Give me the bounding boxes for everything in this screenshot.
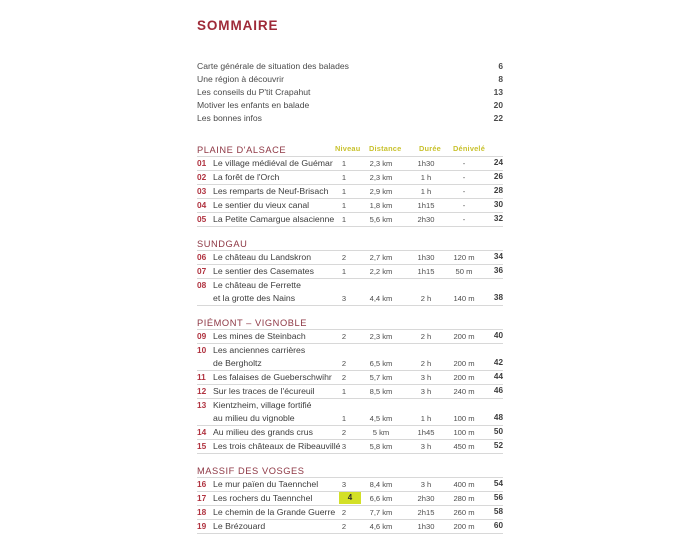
walk-row-line: [197, 199, 503, 212]
column-header-duree: Durée: [419, 143, 441, 153]
section-rows: [197, 477, 503, 534]
walk-row-duree: 3 h: [420, 386, 432, 396]
walk-row-niveau: 1: [341, 200, 347, 210]
walk-row-page: 32: [493, 214, 503, 224]
walk-row-line: [197, 506, 503, 519]
walk-row-number: 02: [197, 172, 207, 183]
walk-row-denivele: -: [462, 158, 466, 168]
walk-row-page: 30: [493, 200, 503, 210]
walk-row-number: 10: [197, 345, 207, 356]
walk-row-name: Au milieu des grands crus: [213, 427, 313, 438]
walk-row-page: 58: [493, 507, 503, 517]
walk-row-name: Les anciennes carrières: [213, 345, 306, 356]
walk-row-line: [197, 292, 503, 305]
walk-row-page: 36: [493, 266, 503, 276]
column-headers: [197, 144, 503, 155]
walk-row-niveau: 2: [341, 521, 347, 531]
walk-row-line: [197, 385, 503, 398]
walk-row-distance: 7,7 km: [369, 507, 393, 517]
toc-entry-label: Motiver les enfants en balade: [197, 99, 310, 110]
walk-row-niveau: 2: [341, 331, 347, 341]
walk-row-name: Les trois châteaux de Ribeauvillé: [213, 441, 341, 452]
walk-row-distance: 2,3 km: [369, 331, 393, 341]
toc-entry[interactable]: [197, 112, 503, 125]
walk-row-distance: 8,5 km: [369, 386, 393, 396]
walk-row-distance: 5,8 km: [369, 441, 393, 451]
walk-row-number: 16: [197, 479, 207, 490]
section-rows: [197, 329, 503, 454]
walk-row[interactable]: [197, 213, 503, 227]
walk-row-denivele: -: [462, 172, 466, 182]
walk-row-page: 56: [493, 493, 503, 503]
walk-row-line: [197, 478, 503, 491]
walk-row-distance: 5 km: [372, 427, 390, 437]
walk-row-denivele: -: [462, 200, 466, 210]
walk-row-duree: 1h15: [417, 200, 435, 210]
page-number-label: 4: [347, 493, 353, 502]
walk-row-niveau: 1: [341, 386, 347, 396]
walk-row-line: [197, 185, 503, 198]
walk-row[interactable]: [197, 157, 503, 171]
walk-row-name: Sur les traces de l'écureuil: [213, 386, 315, 397]
walk-row-duree: 3 h: [420, 441, 432, 451]
toc-entry-page: 6: [498, 61, 503, 71]
toc-entry[interactable]: [197, 99, 503, 112]
walk-row-duree: 2h30: [417, 493, 435, 503]
walk-row-denivele: 400 m: [453, 479, 475, 489]
page-content: [197, 18, 503, 534]
walk-row[interactable]: [197, 440, 503, 454]
walk-row-denivele: 140 m: [453, 293, 475, 303]
walk-row-denivele: 200 m: [453, 372, 475, 382]
walk-row-number: 15: [197, 441, 207, 452]
walk-row-duree: 2 h: [420, 358, 432, 368]
walk-row-name: Les falaises de Gueberschwihr: [213, 372, 332, 383]
walk-row-number: 06: [197, 252, 207, 263]
toc-entry-label: Les conseils du P'tit Crapahut: [197, 86, 311, 97]
walk-row-line: [197, 330, 503, 343]
walk-row-niveau: 2: [341, 427, 347, 437]
toc-entry[interactable]: [197, 73, 503, 86]
walk-row[interactable]: [197, 171, 503, 185]
walk-row-number: 14: [197, 427, 207, 438]
walk-row-distance: 4,5 km: [369, 413, 393, 423]
walk-row-denivele: -: [462, 214, 466, 224]
walk-row-line: [197, 157, 503, 170]
walk-row-page: 34: [493, 252, 503, 262]
walk-row-page: 46: [493, 386, 503, 396]
walk-row-line: [197, 251, 503, 264]
section-head: [197, 141, 503, 156]
walk-row-page: 40: [493, 331, 503, 341]
walk-row-denivele: 200 m: [453, 358, 475, 368]
walk-row-page: 42: [493, 358, 503, 368]
walk-row-line: [197, 213, 503, 226]
walk-row-duree: 1h30: [417, 252, 435, 262]
column-header-denivele: Dénivelé: [453, 143, 485, 153]
walk-row-name: Kientzheim, village fortifié: [213, 400, 312, 411]
walk-row-distance: 8,4 km: [369, 479, 393, 489]
walk-row-page: 60: [493, 521, 503, 531]
walk-row[interactable]: [197, 251, 503, 265]
walk-row-line: [197, 426, 503, 439]
walk-row-page: 28: [493, 186, 503, 196]
walk-row-name: Le château de Ferrette: [213, 280, 301, 291]
section-title: MASSIF DES VOSGES: [197, 465, 305, 476]
walk-row-number: 07: [197, 266, 207, 277]
walk-row-distance: 5,7 km: [369, 372, 393, 382]
walk-row-distance: 6,6 km: [369, 493, 393, 503]
walk-row-niveau: 3: [341, 293, 347, 303]
walk-row-denivele: 100 m: [453, 427, 475, 437]
walk-row-denivele: 120 m: [453, 252, 475, 262]
walk-row-duree: 2h30: [417, 214, 435, 224]
toc-entry[interactable]: [197, 86, 503, 99]
walk-row-niveau: 1: [341, 186, 347, 196]
walk-row-distance: 2,9 km: [369, 186, 393, 196]
walk-row-line: [197, 399, 503, 412]
walk-row-distance: 4,4 km: [369, 293, 393, 303]
walk-row-distance: 2,7 km: [369, 252, 393, 262]
walk-row-name: Le chemin de la Grande Guerre: [213, 507, 336, 518]
toc-entry-label: Les bonnes infos: [197, 112, 262, 123]
walk-row-name: Les rochers du Taennchel: [213, 493, 313, 504]
walk-row-name: Les mines de Steinbach: [213, 331, 306, 342]
walk-row-duree: 1h45: [417, 427, 435, 437]
walk-row-niveau: 2: [341, 358, 347, 368]
walk-row-number: 01: [197, 158, 207, 169]
walk-row-name: Le sentier des Casemates: [213, 266, 314, 277]
walk-row-number: 18: [197, 507, 207, 518]
walk-row-denivele: 200 m: [453, 331, 475, 341]
walk-row-number: 08: [197, 280, 207, 291]
walk-row-duree: 1h30: [417, 158, 435, 168]
toc-entry-page: 22: [493, 112, 503, 123]
walk-row-line: [197, 265, 503, 278]
walk-row[interactable]: [197, 279, 503, 306]
walk-row-line: [197, 371, 503, 384]
column-header-niveau: Niveau: [335, 143, 361, 153]
walk-row-denivele: 240 m: [453, 386, 475, 396]
walk-section: [197, 141, 503, 227]
walk-row-distance: 4,6 km: [369, 521, 393, 531]
page-title: SOMMAIRE: [197, 18, 279, 33]
walk-row-duree: 3 h: [420, 479, 432, 489]
walk-row-name: La Petite Camargue alsacienne: [213, 214, 335, 225]
walk-row-name: Le mur païen du Taennchel: [213, 479, 319, 490]
walk-row-page: 26: [493, 172, 503, 182]
walk-row-duree: 1h30: [417, 521, 435, 531]
walk-section: [197, 314, 503, 454]
walk-row-denivele: 200 m: [453, 521, 475, 531]
walk-row-niveau: 2: [341, 372, 347, 382]
walk-row[interactable]: [197, 330, 503, 344]
sections-container: [197, 141, 503, 534]
walk-row[interactable]: [197, 399, 503, 426]
walk-row[interactable]: [197, 265, 503, 279]
walk-row-page: 54: [493, 479, 503, 489]
walk-row-number: 17: [197, 493, 207, 504]
walk-row-niveau: 3: [341, 479, 347, 489]
walk-row-niveau: 1: [341, 413, 347, 423]
walk-row[interactable]: [197, 506, 503, 520]
section-title: SUNDGAU: [197, 238, 248, 249]
walk-row[interactable]: [197, 478, 503, 492]
walk-row-name-continued: et la grotte des Nains: [213, 293, 296, 304]
walk-row-niveau: 1: [341, 214, 347, 224]
walk-row-niveau: 2: [341, 507, 347, 517]
walk-row-line: [197, 171, 503, 184]
toc-entry[interactable]: [197, 60, 503, 73]
walk-row-niveau: 3: [341, 441, 347, 451]
walk-row-name: Le château du Landskron: [213, 252, 312, 263]
intro-toc-list: [197, 60, 503, 125]
walk-row-niveau: 1: [341, 266, 347, 276]
walk-row-distance: 5,6 km: [369, 214, 393, 224]
walk-row-name: Le sentier du vieux canal: [213, 200, 310, 211]
page-number-badge: [339, 492, 361, 504]
section-head: [197, 314, 503, 329]
section-rows: [197, 156, 503, 227]
walk-row-number: 13: [197, 400, 207, 411]
walk-row-niveau: 2: [341, 252, 347, 262]
walk-row-line: [197, 412, 503, 425]
walk-row[interactable]: [197, 426, 503, 440]
walk-row-denivele: 100 m: [453, 413, 475, 423]
walk-row-page: 48: [493, 413, 503, 423]
walk-row-page: 44: [493, 372, 503, 382]
walk-row[interactable]: [197, 385, 503, 399]
walk-row-number: 09: [197, 331, 207, 342]
walk-row-line: [197, 357, 503, 370]
walk-row-number: 11: [197, 372, 206, 383]
walk-row-denivele: 260 m: [453, 507, 475, 517]
walk-row-page: 50: [493, 427, 503, 437]
toc-entry-page: 13: [493, 86, 503, 97]
walk-row[interactable]: [197, 520, 503, 534]
walk-row-duree: 1 h: [420, 186, 432, 196]
walk-row-denivele: 280 m: [453, 493, 475, 503]
section-title: PLAINE D'ALSACE: [197, 144, 287, 155]
walk-row-number: 12: [197, 386, 207, 397]
column-header-distance: Distance: [369, 143, 402, 153]
toc-entry-label: Une région à découvrir: [197, 73, 284, 84]
walk-row-name: La forêt de l'Orch: [213, 172, 280, 183]
toc-entry-label: Carte générale de situation des balades: [197, 61, 349, 71]
walk-row-number: 05: [197, 214, 207, 225]
toc-entry-page: 8: [498, 73, 503, 84]
walk-row-duree: 3 h: [420, 372, 432, 382]
walk-row-name: Le Brézouard: [213, 521, 266, 532]
walk-row-denivele: -: [462, 186, 466, 196]
walk-row-niveau: 1: [341, 158, 347, 168]
walk-row-distance: 2,3 km: [369, 158, 393, 168]
walk-row-line: [197, 520, 503, 533]
walk-row-duree: 1h15: [417, 266, 435, 276]
walk-row[interactable]: [197, 344, 503, 371]
walk-section: [197, 235, 503, 306]
walk-row-line: [197, 440, 503, 453]
walk-row-distance: 1,8 km: [369, 200, 393, 210]
walk-row-line: [197, 344, 503, 357]
walk-row-duree: 2 h: [420, 293, 432, 303]
walk-row[interactable]: [197, 199, 503, 213]
section-rows: [197, 250, 503, 306]
section-title: PIÉMONT – VIGNOBLE: [197, 317, 307, 328]
toc-entry-page: 20: [493, 99, 503, 110]
walk-row-name-continued: au milieu du vignoble: [213, 413, 295, 424]
walk-row-number: 04: [197, 200, 207, 211]
walk-row-name-continued: de Bergholtz: [213, 358, 262, 369]
walk-row[interactable]: [197, 185, 503, 199]
walk-row-number: 19: [197, 521, 207, 532]
walk-row-duree: 1 h: [420, 172, 432, 182]
walk-row-duree: 2 h: [420, 331, 432, 341]
walk-row-distance: 6,5 km: [369, 358, 393, 368]
walk-row-name: Les remparts de Neuf-Brisach: [213, 186, 329, 197]
walk-row-page: 38: [493, 293, 503, 303]
walk-row-page: 24: [493, 158, 503, 168]
section-head: [197, 462, 503, 477]
walk-row-niveau: 1: [341, 172, 347, 182]
walk-row-duree: 1 h: [420, 413, 432, 423]
walk-row-duree: 2h15: [417, 507, 435, 517]
walk-row-distance: 2,2 km: [369, 266, 393, 276]
walk-row[interactable]: [197, 371, 503, 385]
walk-row-line: [197, 279, 503, 292]
walk-row-page: 52: [493, 441, 503, 451]
walk-row-number: 03: [197, 186, 207, 197]
walk-row-distance: 2,3 km: [369, 172, 393, 182]
walk-row-denivele: 450 m: [453, 441, 475, 451]
walk-row-denivele: 50 m: [455, 266, 473, 276]
section-head: [197, 235, 503, 250]
walk-row-name: Le village médiéval de Guémar: [213, 158, 333, 169]
